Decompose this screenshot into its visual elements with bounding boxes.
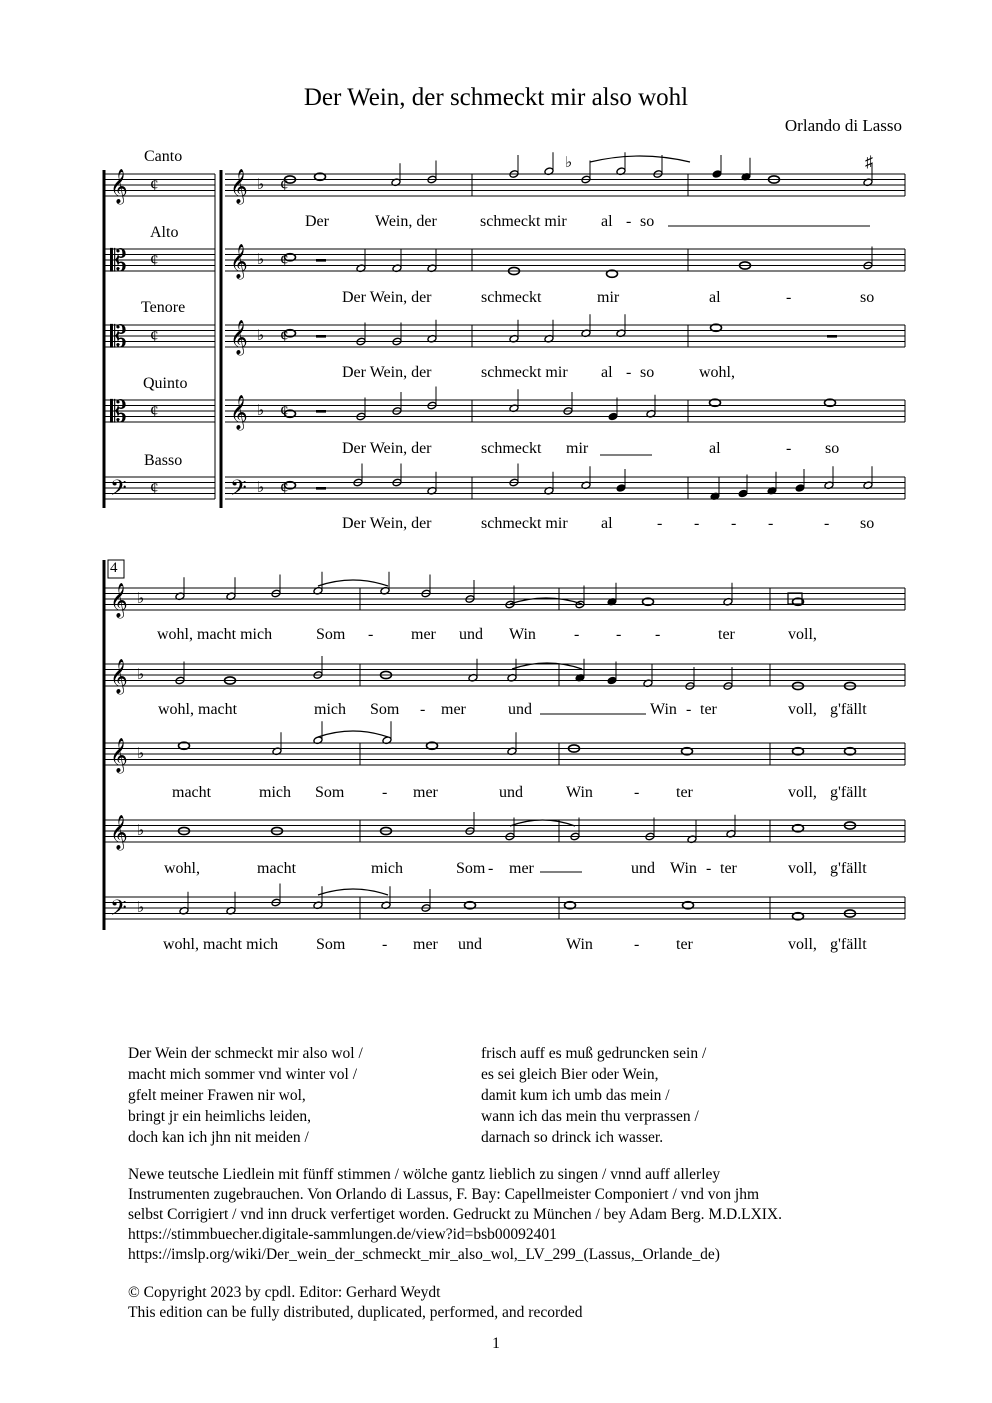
lyric: wohl, bbox=[699, 364, 735, 381]
time-signature-icon: ¢ bbox=[150, 250, 159, 269]
lyric: g'fällt bbox=[830, 936, 867, 953]
note-quarter bbox=[616, 484, 626, 493]
lyric: Der Wein, der bbox=[342, 515, 432, 532]
lyric: mer bbox=[413, 784, 438, 801]
verse-line: damit kum ich umb das mein / bbox=[481, 1087, 670, 1104]
verse-left bbox=[128, 1043, 363, 1148]
verse-line: wann ich das mein thu verprassen / bbox=[481, 1108, 699, 1125]
flat-icon: ♭ bbox=[137, 823, 145, 839]
lyric: mer bbox=[509, 860, 534, 877]
lyric: Wein, der bbox=[375, 213, 437, 230]
lyric: ter bbox=[718, 626, 735, 643]
lyric: und bbox=[631, 860, 655, 877]
verse-right bbox=[481, 1043, 706, 1148]
lyric: so bbox=[860, 289, 875, 306]
lyric: mer bbox=[411, 626, 436, 643]
clef-icon: 𝄞 bbox=[230, 321, 248, 354]
clef-icon: 𝄡 bbox=[110, 321, 127, 354]
lyric: Som bbox=[370, 701, 400, 718]
clef-icon: 𝄢 bbox=[110, 476, 127, 505]
flat-icon: ♭ bbox=[137, 900, 145, 916]
lyric: - bbox=[420, 701, 426, 718]
lyric: so bbox=[825, 440, 840, 457]
lyric: - bbox=[634, 784, 640, 801]
clef-icon: 𝄢 bbox=[230, 476, 247, 505]
flat-icon: ♭ bbox=[257, 328, 265, 344]
lyric: - bbox=[382, 784, 388, 801]
copyright-line: This edition can be fully distributed, duplicated, performed, and recorded bbox=[128, 1304, 583, 1321]
lyric: - bbox=[634, 936, 640, 953]
lyric: schmeckt bbox=[481, 289, 542, 306]
lyric: - bbox=[488, 860, 494, 877]
lyric: macht bbox=[257, 860, 297, 877]
note-quarter bbox=[607, 676, 617, 685]
lyric: Win bbox=[566, 784, 593, 801]
lyric: - bbox=[368, 626, 374, 643]
lyric: ter bbox=[700, 701, 717, 718]
lyric: - bbox=[824, 515, 830, 532]
lyric: mich bbox=[314, 701, 346, 718]
lyric: - bbox=[731, 515, 737, 532]
time-signature-icon: ¢ bbox=[150, 401, 159, 420]
lyric: g'fällt bbox=[830, 701, 867, 718]
clef-icon: 𝄞 bbox=[110, 816, 128, 849]
voice-name-basso: Basso bbox=[144, 452, 183, 469]
lyric: Som bbox=[316, 936, 346, 953]
lyric: schmeckt mir bbox=[480, 213, 567, 230]
lyric: g'fällt bbox=[830, 784, 867, 801]
clef-icon: 𝄞 bbox=[230, 245, 248, 278]
tie bbox=[318, 889, 388, 895]
lyric: - bbox=[706, 860, 712, 877]
lyric: Som bbox=[315, 784, 345, 801]
lyric: so bbox=[860, 515, 875, 532]
source-note bbox=[128, 1165, 918, 1265]
voice-name-alto: Alto bbox=[150, 224, 179, 241]
flat-icon: ♭ bbox=[565, 155, 573, 171]
lyric: - bbox=[382, 936, 388, 953]
copyright-note bbox=[128, 1283, 583, 1323]
lyric: - bbox=[655, 626, 661, 643]
voice-name-quinto: Quinto bbox=[143, 375, 188, 392]
source-link[interactable]: https://imslp.org/wiki/Der_wein_der_schmeckt_mir_also_wol,_LV_299_(Lassus,_Orlande_de) bbox=[128, 1246, 720, 1263]
lyric: wohl, bbox=[164, 860, 200, 877]
voice-name-canto: Canto bbox=[144, 148, 183, 165]
lyric: Der bbox=[305, 213, 329, 230]
lyric: macht bbox=[172, 784, 212, 801]
lyric: Som bbox=[456, 860, 486, 877]
verse-line: gfelt meiner Frawen nir wol, bbox=[128, 1087, 306, 1104]
lyric: - bbox=[616, 626, 622, 643]
tie bbox=[318, 580, 388, 586]
flat-icon: ♭ bbox=[257, 177, 265, 193]
page-number: 1 bbox=[492, 1335, 500, 1352]
time-signature-icon: ¢ bbox=[150, 478, 159, 497]
clef-icon: 𝄢 bbox=[110, 896, 127, 925]
verse-line: frisch auff es muß gedruncken sein / bbox=[481, 1045, 707, 1062]
piece-title: Der Wein, der schmeckt mir also wohl bbox=[303, 84, 689, 111]
verse-line: es sei gleich Bier oder Wein, bbox=[481, 1066, 659, 1083]
time-signature-icon: ¢ bbox=[150, 175, 159, 194]
lyric: so bbox=[640, 213, 655, 230]
time-signature-icon: ¢ bbox=[150, 326, 159, 345]
clef-icon: 𝄞 bbox=[110, 584, 128, 617]
note-quarter bbox=[795, 484, 805, 493]
lyric: - bbox=[786, 289, 792, 306]
lyric: mich bbox=[371, 860, 403, 877]
flat-icon: ♭ bbox=[257, 252, 265, 268]
lyric: und bbox=[458, 936, 482, 953]
lyric: al bbox=[601, 515, 613, 532]
verse-line: darnach so drinck ich wasser. bbox=[481, 1129, 664, 1146]
lyric: und bbox=[499, 784, 523, 801]
lyric: Som bbox=[316, 626, 346, 643]
lyric: - bbox=[768, 515, 774, 532]
clef-icon: 𝄡 bbox=[110, 245, 127, 278]
lyric: al bbox=[601, 364, 613, 381]
lyric: al bbox=[601, 213, 613, 230]
flat-icon: ♭ bbox=[257, 403, 265, 419]
lyric: voll, bbox=[788, 626, 817, 643]
clef-icon: 𝄞 bbox=[230, 396, 248, 429]
verse-line: Der Wein der schmeckt mir also wol / bbox=[128, 1045, 363, 1062]
measure-number-box bbox=[108, 560, 124, 578]
time-signature-icon: ¢ bbox=[280, 478, 289, 497]
sharp-icon: ♯ bbox=[865, 154, 873, 171]
lyric: schmeckt mir bbox=[481, 515, 568, 532]
lyric: voll, bbox=[788, 784, 817, 801]
clef-icon: 𝄞 bbox=[110, 170, 128, 203]
lyric: ter bbox=[676, 936, 693, 953]
lyric: al bbox=[709, 440, 721, 457]
lyric: Win bbox=[566, 936, 593, 953]
lyric: Win bbox=[509, 626, 536, 643]
lyric: Der Wein, der bbox=[342, 364, 432, 381]
tie bbox=[318, 731, 388, 737]
lyric: ter bbox=[676, 784, 693, 801]
lyric: mer bbox=[413, 936, 438, 953]
composer-name: Orlando di Lasso bbox=[784, 116, 902, 135]
lyric: Win bbox=[650, 701, 677, 718]
measure-number: 4 bbox=[110, 560, 118, 576]
note-quarter bbox=[738, 489, 748, 498]
lyric: - bbox=[657, 515, 663, 532]
lyric: wohl, macht mich bbox=[163, 936, 279, 953]
lyric: mer bbox=[441, 701, 466, 718]
copyright-line: © Copyright 2023 by cpdl. Editor: Gerhard Weydt bbox=[128, 1284, 441, 1301]
clef-icon: 𝄞 bbox=[110, 739, 128, 772]
rest bbox=[316, 335, 326, 338]
lyric: schmeckt mir bbox=[481, 364, 568, 381]
lyric: g'fällt bbox=[830, 860, 867, 877]
lyric: voll, bbox=[788, 936, 817, 953]
lyric: schmeckt bbox=[481, 440, 542, 457]
rest bbox=[827, 335, 837, 338]
lyric: - bbox=[686, 701, 692, 718]
lyric: Der Wein, der bbox=[342, 289, 432, 306]
source-link[interactable]: https://stimmbuecher.digitale-sammlungen.de/view?id=bsb00092401 bbox=[128, 1226, 557, 1243]
lyric: wohl, macht mich bbox=[157, 626, 273, 643]
voice-name-tenore: Tenore bbox=[141, 299, 186, 316]
source-line: selbst Corrigiert / vnd inn druck verfertiget worden. Gedruckt zu München / bey Adam Berg. M.D.LXIX. bbox=[128, 1206, 783, 1223]
source-line: Newe teutsche Liedlein mit fünff stimmen / wölche gantz lieblich zu singen / vnnd auff allerley bbox=[128, 1166, 721, 1183]
flat-icon: ♭ bbox=[257, 480, 265, 496]
lyric: wohl, macht bbox=[158, 701, 238, 718]
clef-icon: 𝄡 bbox=[110, 396, 127, 429]
clef-icon: 𝄞 bbox=[110, 660, 128, 693]
lyric: Win bbox=[670, 860, 697, 877]
lyric: voll, bbox=[788, 701, 817, 718]
verse-line: macht mich sommer vnd winter vol / bbox=[128, 1066, 358, 1083]
lyric: und bbox=[459, 626, 483, 643]
lyric: ter bbox=[720, 860, 737, 877]
time-signature-icon: ¢ bbox=[280, 175, 289, 194]
lyric: - bbox=[626, 213, 632, 230]
clef-icon: 𝄞 bbox=[230, 170, 248, 203]
lyric: mir bbox=[566, 440, 589, 457]
lyric: - bbox=[694, 515, 700, 532]
lyric: so bbox=[640, 364, 655, 381]
time-signature-icon: ¢ bbox=[280, 326, 289, 345]
verse-line: doch kan ich jhn nit meiden / bbox=[128, 1129, 309, 1146]
time-signature-icon: ¢ bbox=[280, 401, 289, 420]
time-signature-icon: ¢ bbox=[280, 250, 289, 269]
lyric: al bbox=[709, 289, 721, 306]
lyric: mich bbox=[259, 784, 291, 801]
lyric: - bbox=[786, 440, 792, 457]
rest bbox=[316, 259, 326, 262]
rest bbox=[316, 410, 326, 413]
rest bbox=[316, 487, 326, 490]
lyric: und bbox=[508, 701, 532, 718]
note-quarter bbox=[712, 170, 722, 179]
lyric: voll, bbox=[788, 860, 817, 877]
flat-icon: ♭ bbox=[137, 746, 145, 762]
flat-icon: ♭ bbox=[137, 591, 145, 607]
tie bbox=[590, 156, 690, 162]
lyric: Der Wein, der bbox=[342, 440, 432, 457]
source-line: Instrumenten zugebrauchen. Von Orlando di Lassus, F. Bay: Capellmeister Componiert / vnd von jhm bbox=[128, 1186, 760, 1203]
verse-line: bringt jr ein heimlichs leiden, bbox=[128, 1108, 311, 1125]
flat-icon: ♭ bbox=[137, 667, 145, 683]
lyric: mir bbox=[597, 289, 620, 306]
note-quarter bbox=[608, 412, 618, 421]
lyric: - bbox=[626, 364, 632, 381]
lyric: - bbox=[574, 626, 580, 643]
